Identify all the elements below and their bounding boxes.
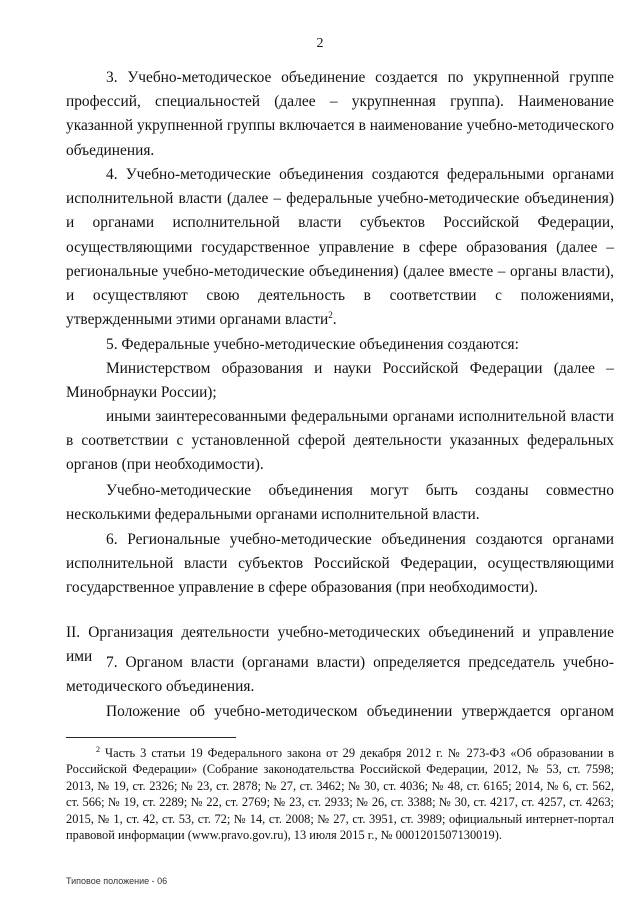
document-code: Типовое положение - 06 (66, 876, 168, 886)
page-number: 2 (316, 36, 324, 51)
paragraph-4-text: 4. Учебно-методические объединения создаются федеральными органами исполнительной власти (далее – федеральные учебно-методические объединения) и органами исполнительной власти субъектов Российской Федерации, осуществляющими государственное управление в сфере образования (далее – региональные учебно-методические объединения) (далее вместе – органы власти), и осуществляют свою деятельность в соответствии с положениями, утвержденными этими органами власти (66, 166, 614, 329)
paragraph-3: 3. Учебно-методическое объединение создается по укрупненной группе профессий, специальностей (далее – укрупненная группа). Наименование указанной укрупненной группы включается в наименование учебно-методического объединения. (66, 69, 614, 159)
paragraph-5: 5. Федеральные учебно-методические объединения создаются: (106, 336, 519, 353)
paragraph-5-ministry: Министерством образования и науки Российской Федерации (далее – Минобрнауки России); (66, 360, 614, 402)
footnote-reference: 2 (328, 310, 333, 321)
paragraph-4 (66, 163, 614, 332)
footnote (66, 745, 614, 843)
footnote-divider (66, 737, 236, 738)
section-title: II. Организация деятельности учебно-методических объединений и управление ими (66, 624, 614, 665)
paragraph-6: 6. Региональные учебно-методические объединения создаются органами исполнительной власти субъектов Российской Федерации, осуществляющими государственное управление в сфере образования (при необходимости). (66, 531, 614, 597)
paragraph-4-end: . (332, 311, 337, 329)
footnote-text: Часть 3 статьи 19 Федерального закона от 29 декабря 2012 г. № 273-ФЗ «Об образовании в Российской Федерации» (Собрание законодательства Российской Федерации, 2012, № 53, ст. 7598; 2013, № 19, ст. 2326; № 23, ст. 2878; № 27, ст. 3462; № 30, ст. 4036; № 48, ст. 6165; 2014, № 6, ст. 562, ст. 566; № 19, ст. 2289; № 22, ст. 2769; № 23, ст. 2933; № 26, ст. 3388; № 30, ст. 4217, ст. 4257, ст. 4263; 2015, № 1, ст. 42, ст. 53, ст. 72; № 14, ст. 2008; № 27, ст. 3951, ст. 3989; официальный интернет-портал правовой информации (www.pravo.gov.ru), 13 июля 2015 г., № 0001201507130019). (66, 746, 614, 843)
paragraph-5-other-bodies: иными заинтересованными федеральными органами исполнительной власти в соответствии с установленной сферой деятельности указанных федеральных органов (при необходимости). (66, 408, 614, 474)
paragraph-8: Положение об учебно-методическом объединении утверждается органом (106, 703, 614, 720)
footnote-marker: 2 (96, 745, 100, 754)
paragraph-7: 7. Органом власти (органами власти) определяется председатель учебно-методического объединения. (66, 654, 614, 696)
paragraph-5-joint: Учебно-методические объединения могут быть созданы совместно несколькими федеральными органами исполнительной власти. (66, 482, 614, 524)
